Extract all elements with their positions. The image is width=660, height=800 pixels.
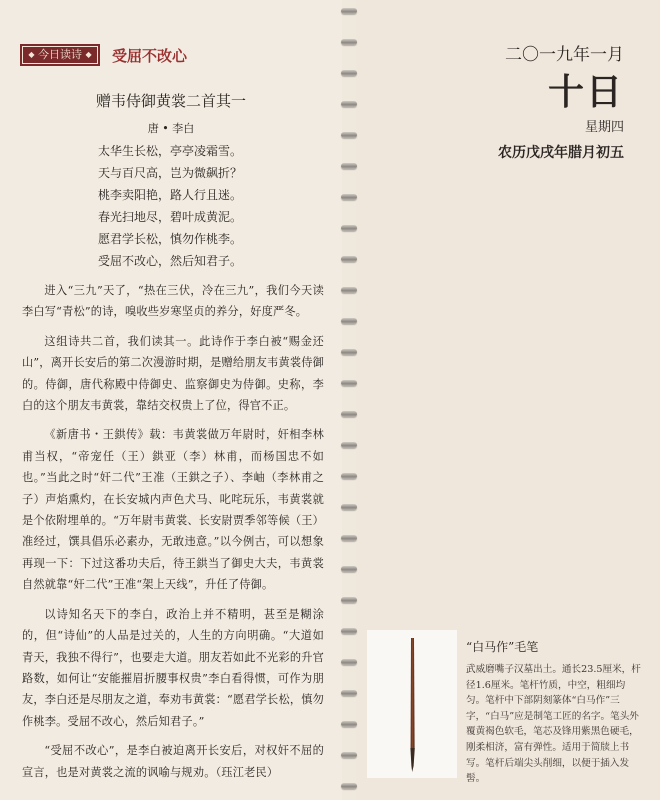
commentary [22,280,324,791]
binding-ring [341,194,357,200]
poem-line: 天与百尺高，岂为微飙折？ [98,166,243,180]
poem-line: 受屈不改心，然后知君子。 [98,254,243,268]
poem-line: 愿君学长松，慎勿作桃李。 [98,232,243,246]
poem-title: 赠韦侍御黄裳二首其一 [95,92,246,110]
today-poem-tag [20,44,100,66]
poem-line: 太华生长松，亭亭凌霜雪。 [98,144,243,158]
date-weekday: 星期四 [584,120,624,135]
binding-ring [341,628,357,634]
commentary-paragraph: 以诗知名天下的李白，政治上并不精明，甚至是糊涂的，但“诗仙”的人品是过关的，人生的方向明确。“大道如青天，我独不得行”，也要走大道。朋友若如此不光彩的升官路数，如何让“安能摧眉折腰事权贵”李白看得惯，可作为朋友，李白还是尽朋友之道，奉劝韦黄裳：“愿君学长松，慎勿作桃李。受屈不改心，然后知君子。” [22,607,324,728]
artifact-caption: “白马作”毛笔 [466,640,539,654]
commentary-paragraph: 进入“三九”天了，“热在三伏，冷在三九”，我们今天读李白写“青松”的诗，嗅收些岁寒坚贞的养分，好度严冬。 [22,284,324,319]
commentary-paragraph: 《新唐书・王鉷传》载：韦黄裳做万年尉时，奸相李林甫当权，“帝宠任（王）鉷亚（李）林甫，而杨国忠不如也。”当此之时“奸二代”王准（王鉷之子）、李岫（李林甫之子）声焰熏灼，在长安城内声色犬马、叱咤玩乐，韦黄裳就是个依附埋单的。“万年尉韦黄裳、长安尉贾季邻等候（王）准经过，馔具倡乐必素办，无敢违意。”以今例古，可以想象再现一下：下过这番功夫后，待王鉷当了御史大夫，韦黄裳自然就靠“奸二代”王准“架上天线”，升任了侍御。 [22,428,324,592]
header-title: 受屈不改心 [112,47,188,65]
binding-ring [341,70,357,76]
binding-ring [341,752,357,758]
poem-lines [98,140,242,272]
binding-ring [341,287,357,293]
diamond-icon: ◆ [28,50,35,59]
ring-binding [340,0,358,800]
binding-ring [341,380,357,386]
binding-ring [341,473,357,479]
poem-line: 春光扫地尽，碧叶成黄泥。 [98,210,243,224]
binding-ring [341,659,357,665]
binding-ring [341,132,357,138]
binding-ring [341,349,357,355]
binding-ring [341,721,357,727]
binding-ring [341,411,357,417]
date-day: 十日 [547,71,624,113]
binding-ring [341,504,357,510]
binding-ring [341,39,357,45]
date-year-month: 二〇一九年一月 [505,45,624,65]
binding-ring [341,163,357,169]
diamond-icon: ◆ [85,50,92,59]
commentary-paragraph: “受屈不改心”，是李白被迫离开长安后，对权奸不屈的宣言，也是对黄裳之流的讽喻与规劝。（珏江老民） [22,744,324,779]
poem-line: 桃李卖阳艳，路人行且迷。 [98,188,243,202]
poem-author: 唐 • 李白 [147,122,195,135]
binding-ring [341,442,357,448]
binding-ring [341,566,357,572]
binding-ring [341,8,357,14]
binding-ring [341,318,357,324]
binding-ring [341,783,357,789]
binding-ring [341,690,357,696]
commentary-paragraph: 这组诗共二首，我们读其一。此诗作于李白被“赐金还山”，离开长安后的第二次漫游时期，是赠给朋友韦黄裳侍御的。侍御，唐代称殿中侍御史、监察御史为侍御。史称，李白的这个朋友韦黄裳，靠结交权贵上了位，得官不正。 [22,334,324,413]
binding-ring [341,101,357,107]
binding-ring [341,256,357,262]
date-lunar: 农历戊戌年腊月初五 [498,145,624,161]
brush-image [367,630,457,778]
binding-ring [341,535,357,541]
artifact-description: 武威磨嘴子汉墓出土。通长23.5厘米，杆径1.6厘米。笔杆竹质，中空，粗细均匀。笔杆中下部阴刻篆体“白马作”三字，“白马”应是制笔工匠的名字。笔头外覆黄褐色软毛，笔芯及锋用紫黑色硬毛，刚柔相济，富有弹性。适用于简牍上书写。笔杆后端尖头削细，以便于插入发髻。 [466,664,641,785]
binding-ring [341,225,357,231]
binding-ring [341,597,357,603]
tag-label: 今日读诗 [38,48,82,61]
brush-icon [367,630,457,778]
